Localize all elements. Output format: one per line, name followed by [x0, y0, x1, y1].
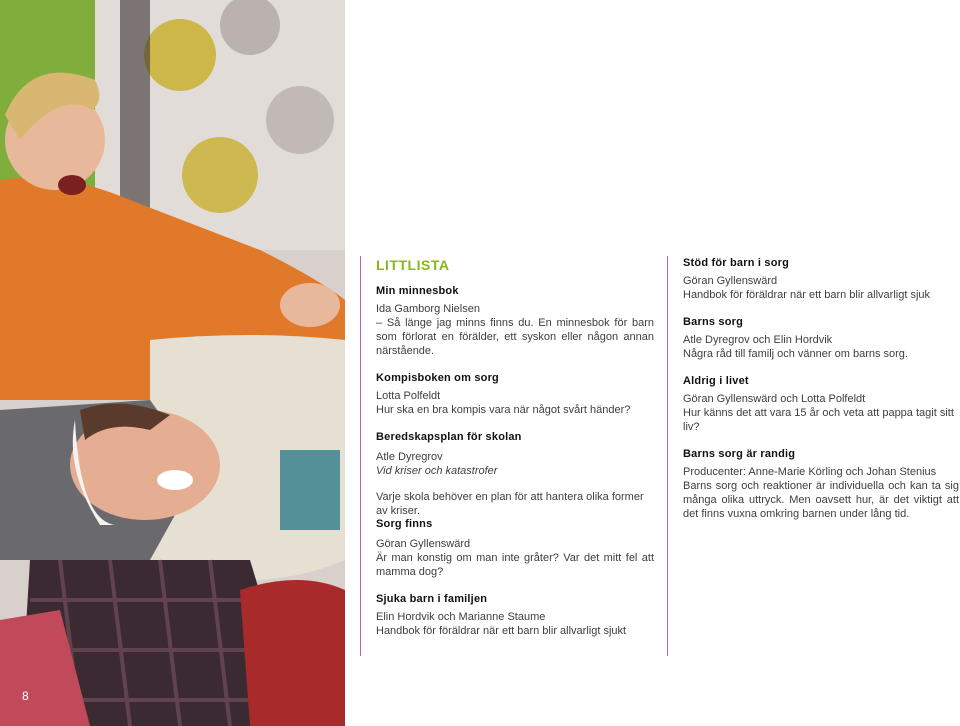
book-author: Göran Gyllenswärd: [376, 538, 471, 550]
book-entry-barns-sorg: [683, 316, 959, 361]
book-description: Handbok för föräldrar när ett barn blir allvarligt sjukt: [376, 625, 627, 637]
book-title: Aldrig i livet: [683, 375, 749, 387]
book-entry-beredskapsplan: [376, 431, 654, 518]
book-entry-sorg-finns: [376, 518, 654, 579]
book-entry-sjuka-barn: [376, 593, 654, 638]
book-entry-aldrig-i-livet: [683, 375, 959, 434]
page-number: 8: [22, 689, 29, 703]
book-description: Handbok för föräldrar när ett barn blir allvarligt sjuk: [683, 289, 931, 301]
book-title: Barns sorg är randig: [683, 448, 796, 460]
book-author: Ida Gamborg Nielsen: [376, 303, 480, 315]
book-author: Lotta Polfeldt: [376, 390, 441, 402]
cover-photo: [0, 0, 345, 726]
book-description: Är man konstig om man inte gråter? Var det mitt fel att mamma dog?: [376, 552, 654, 578]
book-entry-stod-for-barn: [683, 257, 959, 302]
book-description: Barns sorg och reaktioner är individuella och kan ta sig många olika uttryck. Men oavsett hur, är det viktigt att det finns vuxna omkring barnen under lång tid.: [683, 480, 959, 520]
book-description: Varje skola behöver en plan för att hantera olika former av kriser.: [376, 491, 644, 517]
column-divider-right: [667, 256, 668, 656]
book-description: Hur känns det att vara 15 år och veta att pappa tagit sitt liv?: [683, 407, 954, 433]
book-entry-min-minnesbok: [376, 285, 654, 358]
book-author: Göran Gyllenswärd: [683, 275, 778, 287]
book-title: Beredskapsplan för skolan: [376, 431, 522, 443]
book-title: Stöd för barn i sorg: [683, 257, 790, 269]
book-entry-kompisboken: [376, 372, 654, 417]
book-description: Några råd till familj och vänner om barns sorg.: [683, 348, 908, 360]
reading-list-right-column: [683, 257, 959, 535]
book-title: Sjuka barn i familjen: [376, 593, 488, 605]
book-title: Barns sorg: [683, 316, 744, 328]
book-description: – Så länge jag minns finns du. En minnesbok för barn som förlorat en förälder, ett syskon eller någon annan närstående.: [376, 317, 654, 357]
book-author: Atle Dyregrov: [376, 451, 443, 463]
page-heading: LITTLISTA: [376, 257, 450, 273]
reading-list-left-column: [376, 257, 654, 652]
book-author: Elin Hordvik och Marianne Staume: [376, 611, 546, 623]
book-subtitle: Vid kriser och katastrofer: [376, 465, 498, 477]
photo-illustration: [0, 0, 345, 726]
book-author: Göran Gyllenswärd och Lotta Polfeldt: [683, 393, 866, 405]
book-author: Atle Dyregrov och Elin Hordvik: [683, 334, 833, 346]
book-title: Kompisboken om sorg: [376, 372, 499, 384]
book-description: Hur ska en bra kompis vara när något svårt händer?: [376, 404, 631, 416]
book-title: Min minnesbok: [376, 285, 459, 297]
column-divider-left: [360, 256, 361, 656]
film-entry-barns-sorg-ar-randig: [683, 448, 959, 521]
book-title: Sorg finns: [376, 518, 433, 530]
book-author: Producenter: Anne-Marie Körling och Johan Stenius: [683, 466, 937, 478]
